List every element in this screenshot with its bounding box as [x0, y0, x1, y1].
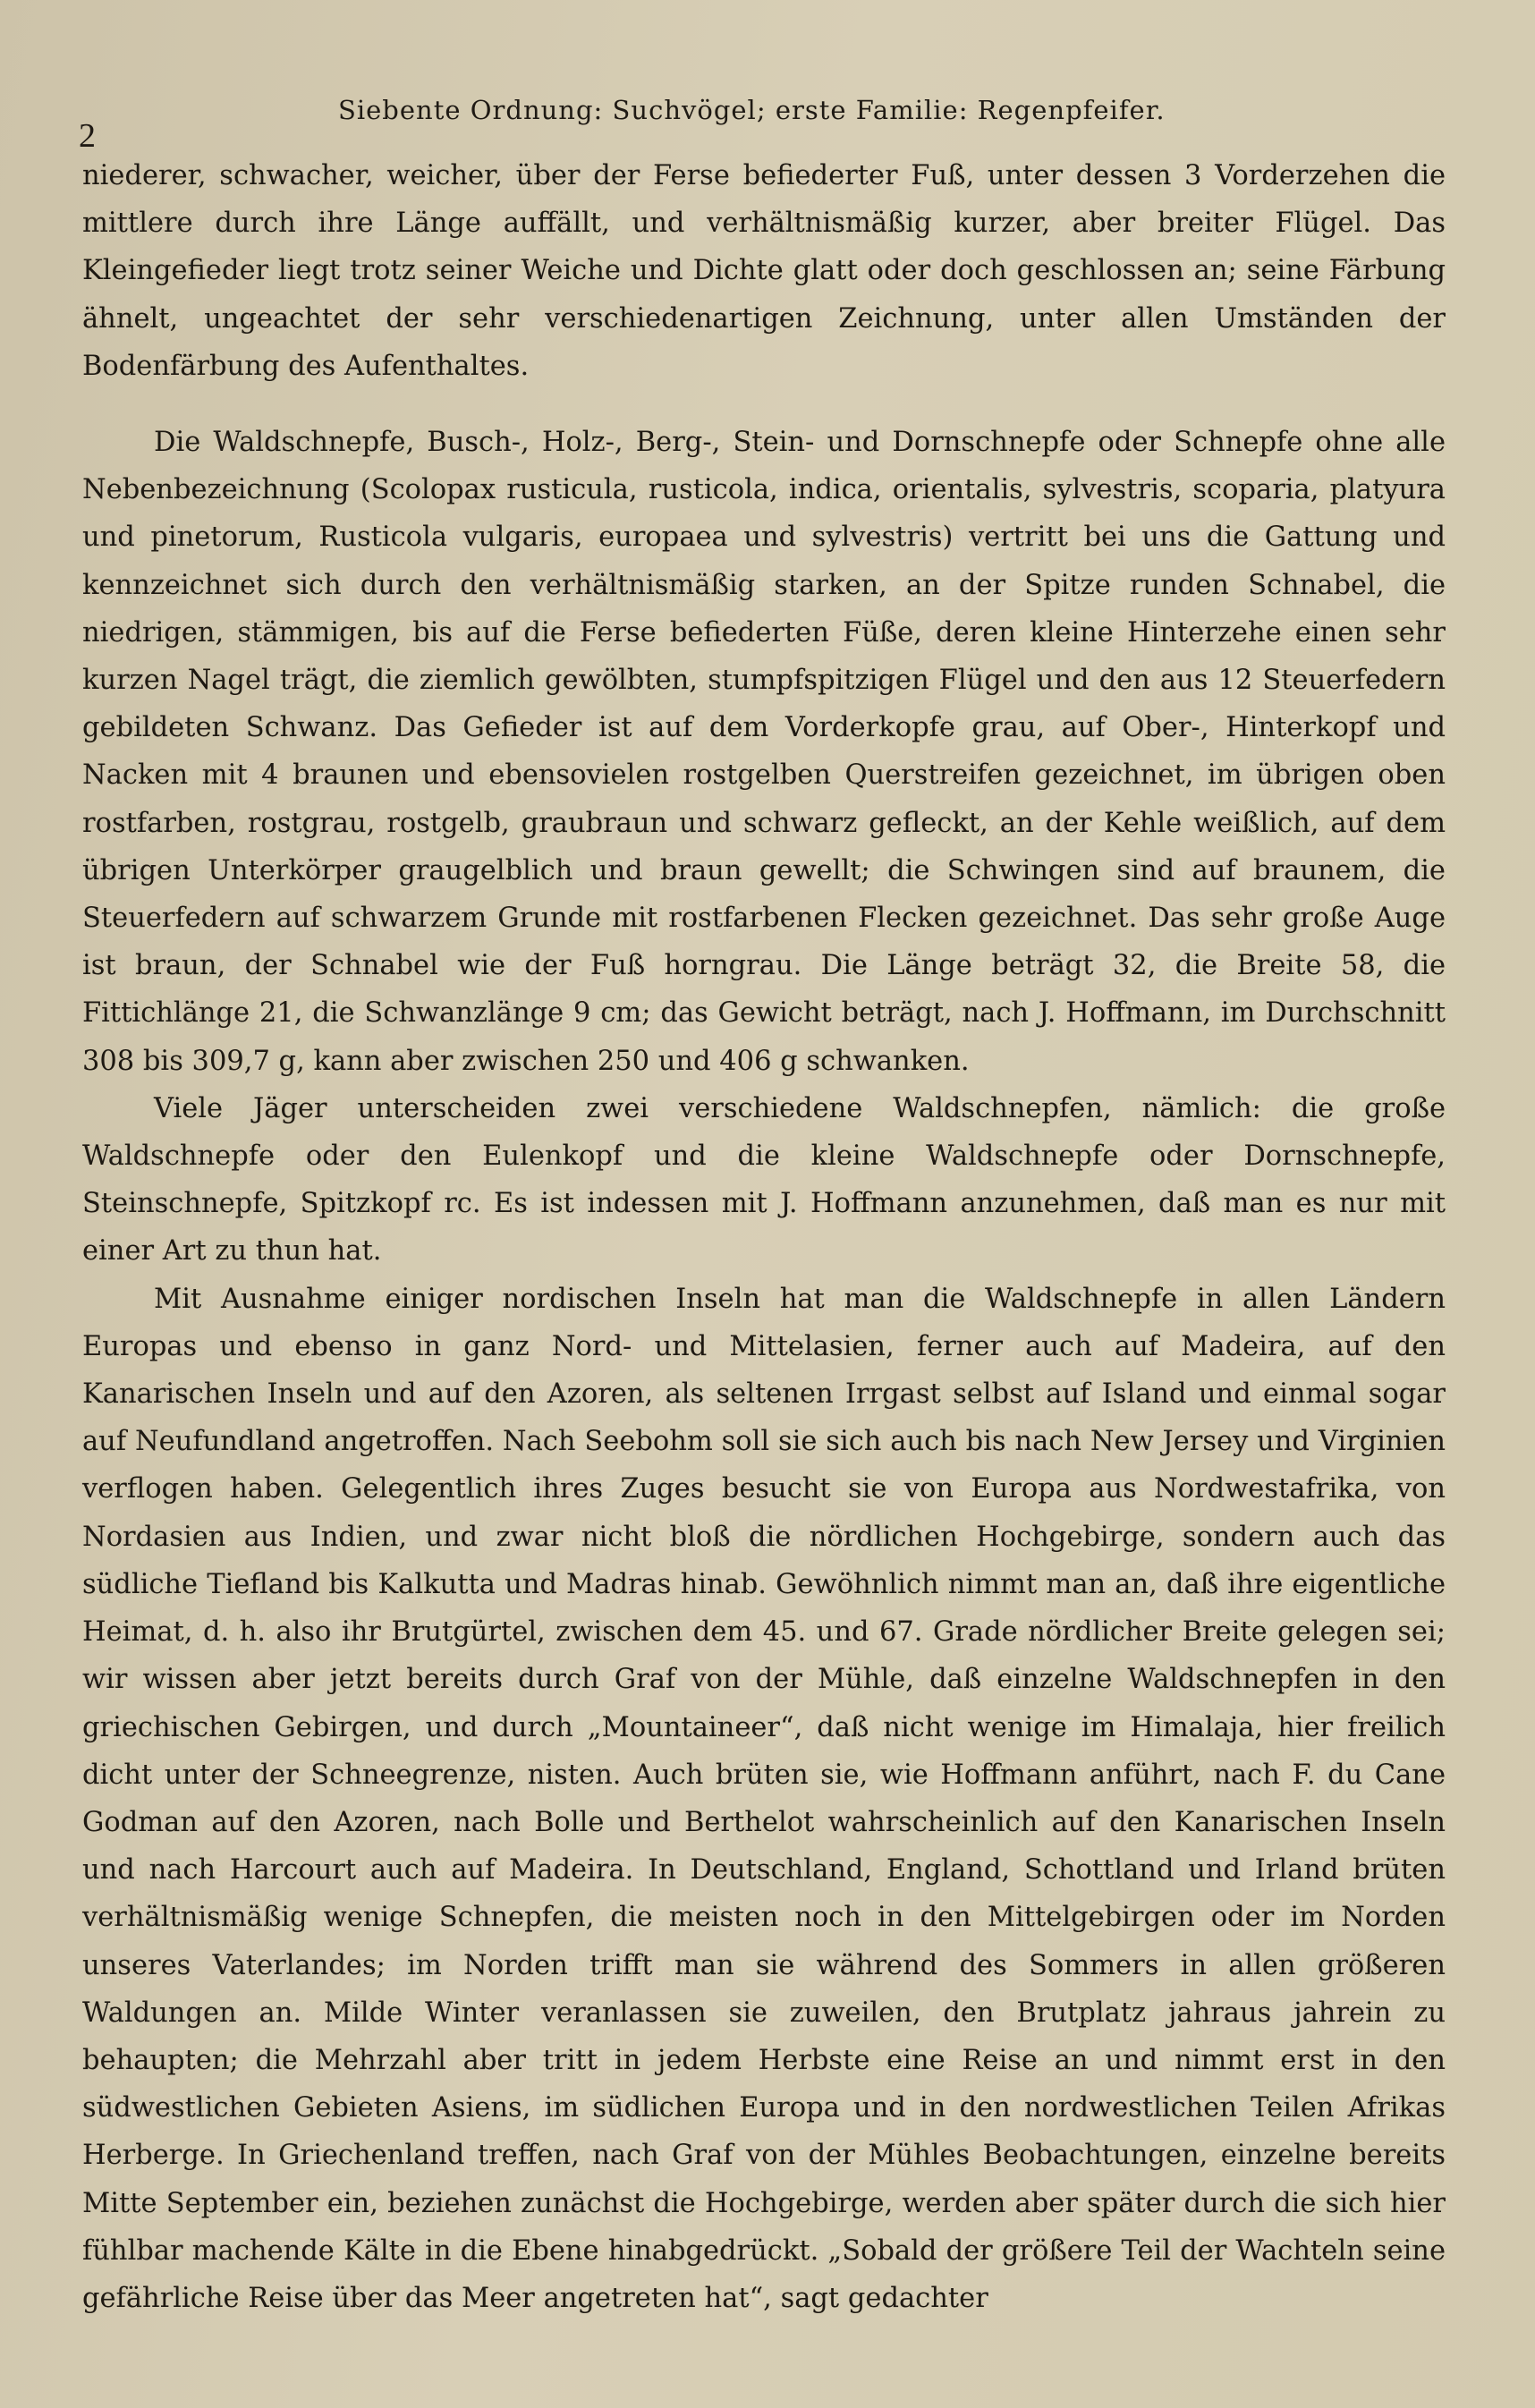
paragraph-two-kinds: Viele Jäger unterscheiden zwei verschiedene Waldschnepfen, nämlich: die große Waldschnepfe oder den Eulenkopf und die kleine Waldschnepfe oder Dornschnepfe, Steinschnepfe, Spitzkopf rc. Es ist indessen mit J. Hoffmann anzunehmen, daß man es nur mit einer Art zu thun hat. [82, 1092, 1446, 1268]
running-title: Siebente Ordnung: Suchvögel; erste Familie: Regenpfeifer. [338, 95, 1166, 125]
paragraph-distribution: Mit Ausnahme einiger nordischen Inseln hat man die Waldschnepfe in allen Ländern Europas und ebenso in ganz Nord- und Mittelasien, ferner auch auf Madeira, auf den Kanarischen Inseln und auf den Azoren, als seltenen Irrgast selbst auf Island und einmal sogar auf Neufundland angetroffen. Nach Seebohm soll sie sich auch bis nach New Jersey und Virginien verflogen haben. Gelegentlich ihres Zuges besucht sie von Europa aus Nordwestafrika, von Nordasien aus Indien, und zwar nicht bloß die nördlichen Hochgebirge, sondern auch das südliche Tiefland bis Kalkutta und Madras hinab. Gewöhnlich nimmt man an, daß ihre eigentliche Heimat, d. h. also ihr Brutgürtel, zwischen dem 45. und 67. Grade nördlicher Breite gelegen sei; wir wissen aber jetzt bereits durch Graf von der Mühle, daß einzelne Waldschnepfen in den griechischen Gebirgen, und durch „Mountaineer“, daß nicht wenige im Himalaja, hier freilich dicht unter der Schneegrenze, nisten. Auch brüten sie, wie Hoffmann anführt, nach F. du Cane Godman auf den Azoren, nach Bolle und Berthelot wahrscheinlich auf den Kanarischen Inseln und nach Harcourt auch auf Madeira. In Deutschland, England, Schottland und Irland brüten verhältnismäßig wenige Schnepfen, die meisten noch in den Mittelgebirgen oder im Norden unseres Vaterlandes; im Norden trifft man sie während des Sommers in allen größeren Waldungen an. Milde Winter veranlassen sie zuweilen, den Brutplatz jahraus jahrein zu behaupten; die Mehrzahl aber tritt in jedem Herbste eine Reise an und nimmt erst in den südwestlichen Gebieten Asiens, im südlichen Europa und in den nordwestlichen Teilen Afrikas Herberge. In Griechenland treffen, nach Graf von der Mühles Beobachtungen, einzelne bereits Mitte September ein, beziehen zunächst die Hochgebirge, werden aber später durch die sich hier fühlbar machende Kälte in die Ebene hinabgedrückt. „Sobald der größere Teil der Wachteln seine gefährliche Reise über das Meer angetreten hat“, sagt gedachter [82, 1283, 1446, 2314]
paragraph-continuation: niederer, schwacher, weicher, über der Ferse befiederter Fuß, unter dessen 3 Vorderzehen die mittlere durch ihre Länge auffällt, und verhältnismäßig kurzer, aber breiter Flügel. Das Kleingefieder liegt trotz seiner Weiche und Dichte glatt oder doch geschlossen an; seine Färbung ähnelt, ungeachtet der sehr verschiedenartigen Zeichnung, unter allen Umständen der Bodenfärbung des Aufenthaltes. [82, 160, 1446, 382]
page-header [79, 82, 1446, 155]
paragraph-waldschnepfe-description: Die Waldschnepfe, Busch-, Holz-, Berg-, Stein- und Dornschnepfe oder Schnepfe ohne alle Nebenbezeichnung (Scolopax rusticula, rusticola, indica, orientalis, sylvestris, scoparia, platyura und pinetorum, Rusticola vulgaris, europaea und sylvestris) vertritt bei uns die Gattung und kennzeichnet sich durch den verhältnismäßig starken, an der Spitze runden Schnabel, die niedrigen, stämmigen, bis auf die Ferse befiederten Füße, deren kleine Hinterzehe einen sehr kurzen Nagel trägt, die ziemlich gewölbten, stumpfspitzigen Flügel und den aus 12 Steuerfedern gebildeten Schwanz. Das Gefieder ist auf dem Vorderkopfe grau, auf Ober-, Hinterkopf und Nacken mit 4 braunen und ebensovielen rostgelben Querstreifen gezeichnet, im übrigen oben rostfarben, rostgrau, rostgelb, graubraun und schwarz gefleckt, an der Kehle weißlich, auf dem übrigen Unterkörper graugelblich und braun gewellt; die Schwingen sind auf braunem, die Steuerfedern auf schwarzem Grunde mit rostfarbenen Flecken gezeichnet. Das sehr große Auge ist braun, der Schnabel wie der Fuß horngrau. Die Länge beträgt 32, die Breite 58, die Fittichlänge 21, die Schwanzlänge 9 cm; das Gewicht beträgt, nach J. Hoffmann, im Durchschnitt 308 bis 309,7 g, kann aber zwischen 250 und 406 g schwanken. [82, 427, 1446, 1077]
page-number: 2 [79, 117, 96, 155]
body-text [82, 152, 1446, 2322]
